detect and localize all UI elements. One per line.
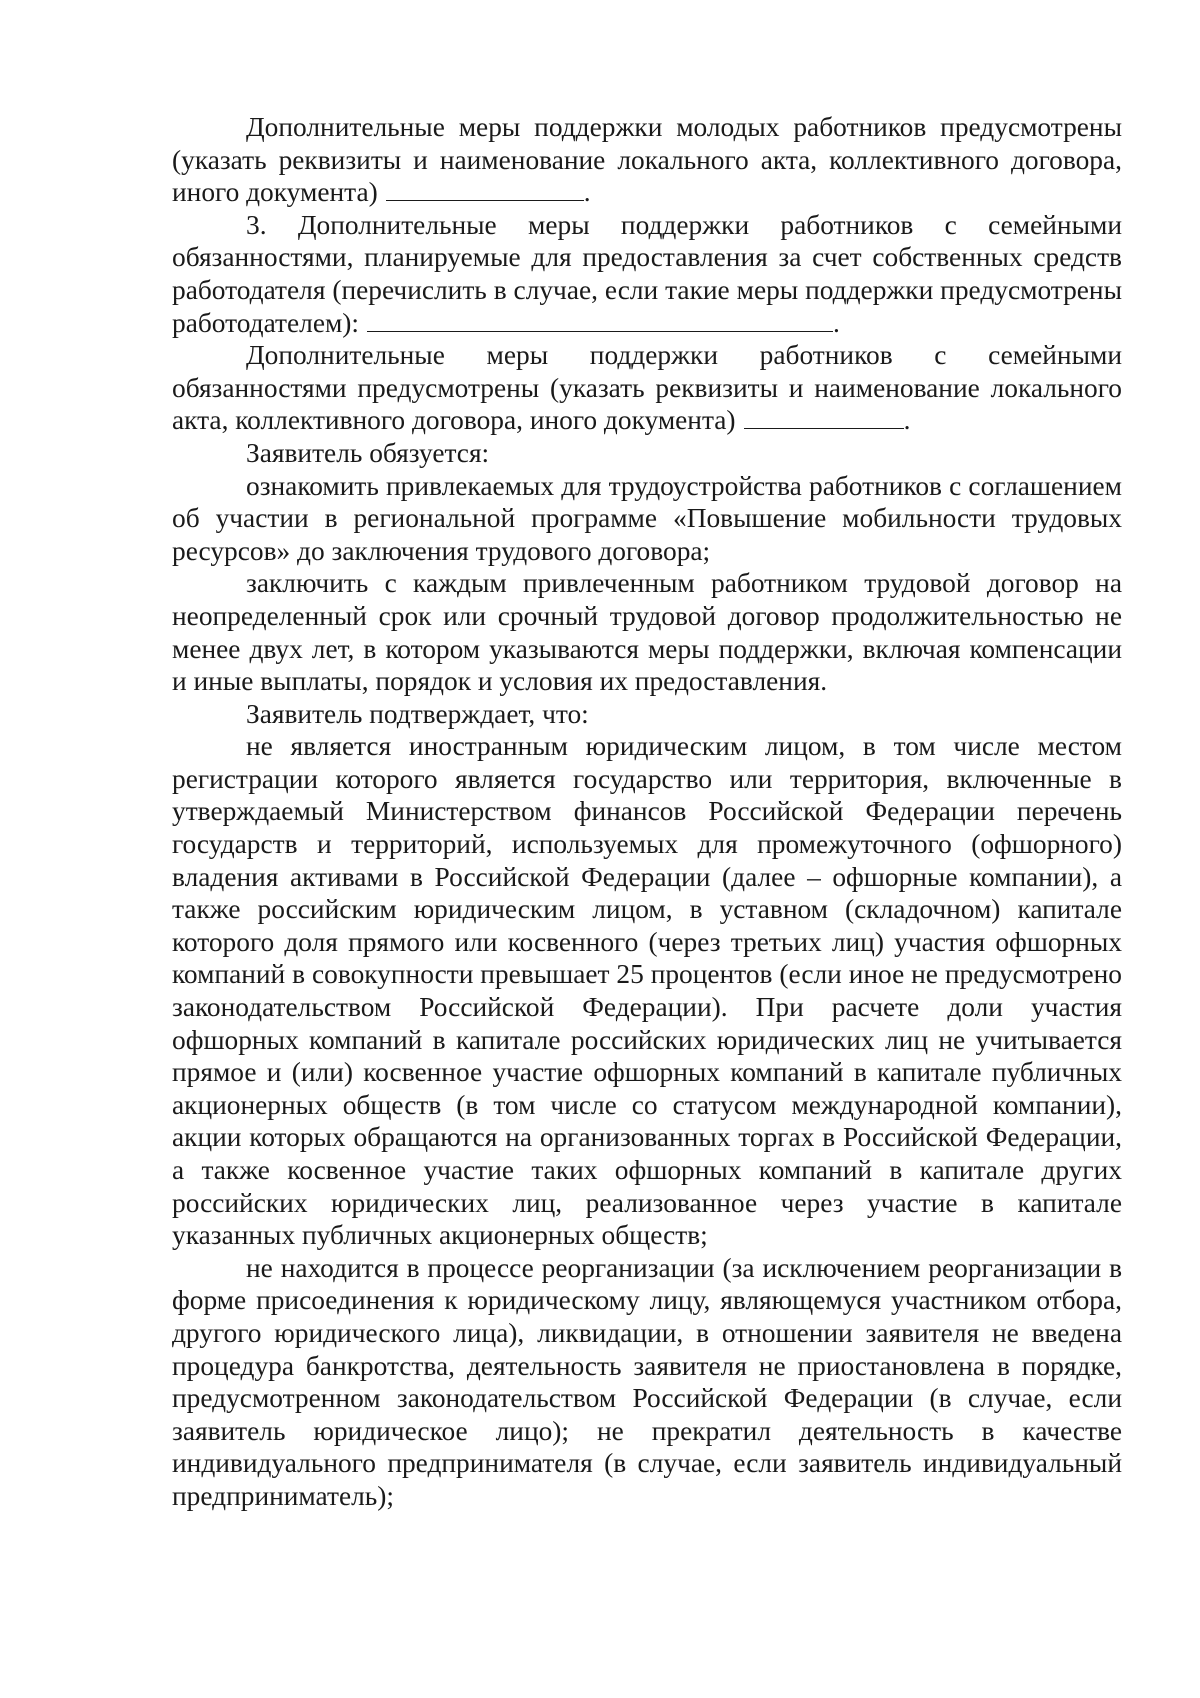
fill-in-blank[interactable]	[386, 178, 584, 201]
paragraph-text: 3. Дополнительные меры поддержки работников с семейными обязанностями, планируемые для предоставления за счет собственных средств работодателя (перечислить в случае, если такие меры поддержки предусмотрены работодателем):	[172, 209, 1122, 338]
paragraph-not-reorganization: не находится в процессе реорганизации (за исключением реорганизации в форме присоединения к юридическому лицу, являющемуся участником отбора, другого юридического лица), ликвидации, в отношении заявителя не введена процедура банкротства, деятельность заявителя не приостановлена в порядке, предусмотренном законодательством Российской Федерации (в случае, если заявитель юридическое лицо); не прекратил деятельность в качестве индивидуального предпринимателя (в случае, если заявитель индивидуальный предприниматель);	[172, 1252, 1122, 1511]
fill-in-blank[interactable]	[744, 406, 904, 429]
paragraph-employment-contract: заключить с каждым привлеченным работником трудовой договор на неопределенный срок или срочный трудовой договор продолжительностью не менее двух лет, в котором указываются меры поддержки, включая компенсации и иные выплаты, порядок и условия их предоставления.	[172, 568, 1122, 697]
paragraph-young-workers-measures	[172, 111, 1122, 209]
paragraph-text: Дополнительные меры поддержки работников с семейными обязанностями предусмотрены (указать реквизиты и наименование локального акта, коллективного договора, иного документа)	[172, 340, 1122, 436]
paragraph-family-measures-planned	[172, 209, 1122, 339]
fill-in-blank[interactable]	[367, 309, 833, 332]
paragraph-text: Дополнительные меры поддержки молодых работников предусмотрены (указать реквизиты и наименование локального акта, коллективного договора, иного документа)	[172, 112, 1122, 208]
period: .	[583, 177, 591, 208]
period: .	[833, 307, 840, 338]
paragraph-applicant-obliges: Заявитель обязуется:	[246, 437, 490, 468]
period: .	[903, 405, 911, 436]
paragraph-not-foreign-entity: не является иностранным юридическим лицом, в том числе местом регистрации которого является государство или территория, включенные в утверждаемый Министерством финансов Российской Федерации перечень государств и территорий, используемых для промежуточного (офшорного) владения активами в Российской Федерации (далее – офшорные компании), а также российским юридическим лицом, в уставном (складочном) капитале которого доля прямого или косвенного (через третьих лиц) участия офшорных компаний в совокупности превышает 25 процентов (если иное не предусмотрено законодательством Российской Федерации). При расчете доли участия офшорных компаний в капитале российских юридических лиц не учитывается прямое и (или) косвенное участие офшорных компаний в капитале публичных акционерных обществ (в том числе со статусом международной компании), акции которых обращаются на организованных торгах в Российской Федерации, а также косвенное участие таких офшорных компаний в капитале других российских юридических лиц, реализованное через участие в капитале указанных публичных акционерных обществ;	[172, 731, 1122, 1251]
paragraph-familiarize: ознакомить привлекаемых для трудоустройства работников с соглашением об участии в региональной программе «Повышение мобильности трудовых ресурсов» до заключения трудового договора;	[172, 470, 1122, 566]
paragraph-family-measures-provided	[172, 339, 1122, 437]
document-page	[172, 111, 1122, 1513]
paragraph-applicant-confirms: Заявитель подтверждает, что:	[246, 698, 589, 729]
